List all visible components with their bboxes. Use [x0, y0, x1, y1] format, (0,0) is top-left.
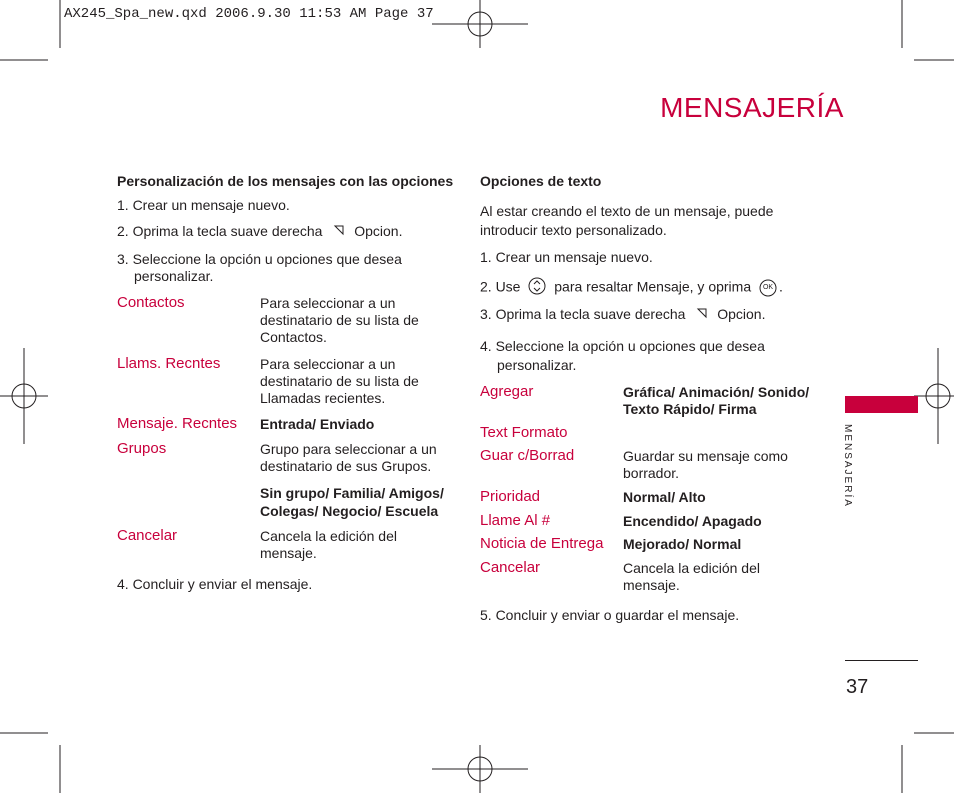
- right-step-2: 2. Use para resaltar Mensaje, y oprima OK .: [480, 277, 783, 299]
- nav-key-up-down-icon: [528, 277, 546, 299]
- soft-key-right-icon: [332, 223, 346, 241]
- soft-key-right-icon: [695, 306, 709, 324]
- left-option-desc: Sin grupo/ Familia/ Amigos/ Colegas/ Negocio/ Escuela: [260, 485, 444, 519]
- right-heading: Opciones de texto: [480, 173, 602, 189]
- left-option-desc: Cancela la edición del mensaje.: [260, 528, 397, 561]
- right-option-desc: Gráfica/ Animación/ Sonido/ Texto Rápido/ Firma: [623, 384, 810, 417]
- right-step-4: 4. Seleccione la opción u opciones que desea personalizar.: [480, 338, 765, 373]
- left-option-desc: Grupo para seleccionar a un destinatario de sus Grupos.: [260, 441, 437, 474]
- section-tab-label: MENSAJERÍA: [842, 424, 853, 508]
- right-step-3: 3. Oprima la tecla suave derecha Opcion.: [480, 306, 765, 324]
- right-option-label: Guar c/Borrad: [480, 447, 575, 464]
- left-option-desc: Para seleccionar a un destinatario de su lista de Contactos.: [260, 295, 419, 345]
- right-option-desc: Guardar su mensaje como borrador.: [623, 448, 788, 481]
- left-option-label: Contactos: [117, 294, 185, 311]
- left-heading: Personalización de los mensajes con las opciones: [117, 173, 454, 189]
- right-option-label: Cancelar: [480, 559, 541, 576]
- left-step-2-text: 2. Oprima la tecla suave derecha: [117, 223, 323, 239]
- left-step-3: [117, 251, 402, 285]
- right-step-1: 1. Crear un mensaje nuevo.: [480, 249, 653, 265]
- left-option-label: Mensaje. Recntes: [117, 415, 238, 432]
- left-step-2-key: Opcion: [354, 223, 399, 239]
- left-option-desc: Para seleccionar a un destinatario de su lista de Llamadas recientes.: [260, 356, 419, 406]
- right-option-desc: Normal/ Alto: [623, 489, 706, 505]
- left-option-label: Llams. Recntes: [117, 355, 221, 372]
- right-step-5: 5. Concluir y enviar o guardar el mensaje.: [480, 607, 740, 623]
- right-intro: Al estar creando el texto de un mensaje, puede introducir texto personalizado.: [480, 203, 774, 238]
- left-option-desc: Entrada/ Enviado: [260, 416, 375, 432]
- right-option-desc: Cancela la edición del mensaje.: [623, 560, 760, 593]
- left-step-3-line-2: personalizar.: [134, 268, 214, 284]
- left-step-3-line-1: 3. Seleccione la opción u opciones que desea: [117, 251, 402, 267]
- right-option-label: Noticia de Entrega: [480, 535, 604, 552]
- right-option-desc: Encendido/ Apagado: [623, 513, 762, 529]
- left-option-label: Cancelar: [117, 527, 178, 544]
- left-step-2: 2. Oprima la tecla suave derecha Opcion.: [117, 223, 402, 241]
- right-option-desc: Mejorado/ Normal: [623, 536, 742, 552]
- ok-key-icon: OK: [759, 279, 777, 297]
- file-slug: AX245_Spa_new.qxd 2006.9.30 11:53 AM Page 37: [64, 6, 434, 22]
- page-number-rule: [845, 660, 918, 661]
- right-option-label: Agregar: [480, 383, 534, 400]
- left-step-1: 1. Crear un mensaje nuevo.: [117, 197, 290, 213]
- right-option-label: Llame Al #: [480, 512, 551, 529]
- right-option-label: Text Formato: [480, 424, 568, 441]
- section-tab: [845, 396, 918, 413]
- left-option-label: Grupos: [117, 440, 167, 457]
- page-number: 37: [846, 676, 869, 698]
- right-option-label: Prioridad: [480, 488, 541, 505]
- left-step-4: 4. Concluir y enviar el mensaje.: [117, 576, 313, 592]
- page-title: MENSAJERÍA: [660, 92, 844, 123]
